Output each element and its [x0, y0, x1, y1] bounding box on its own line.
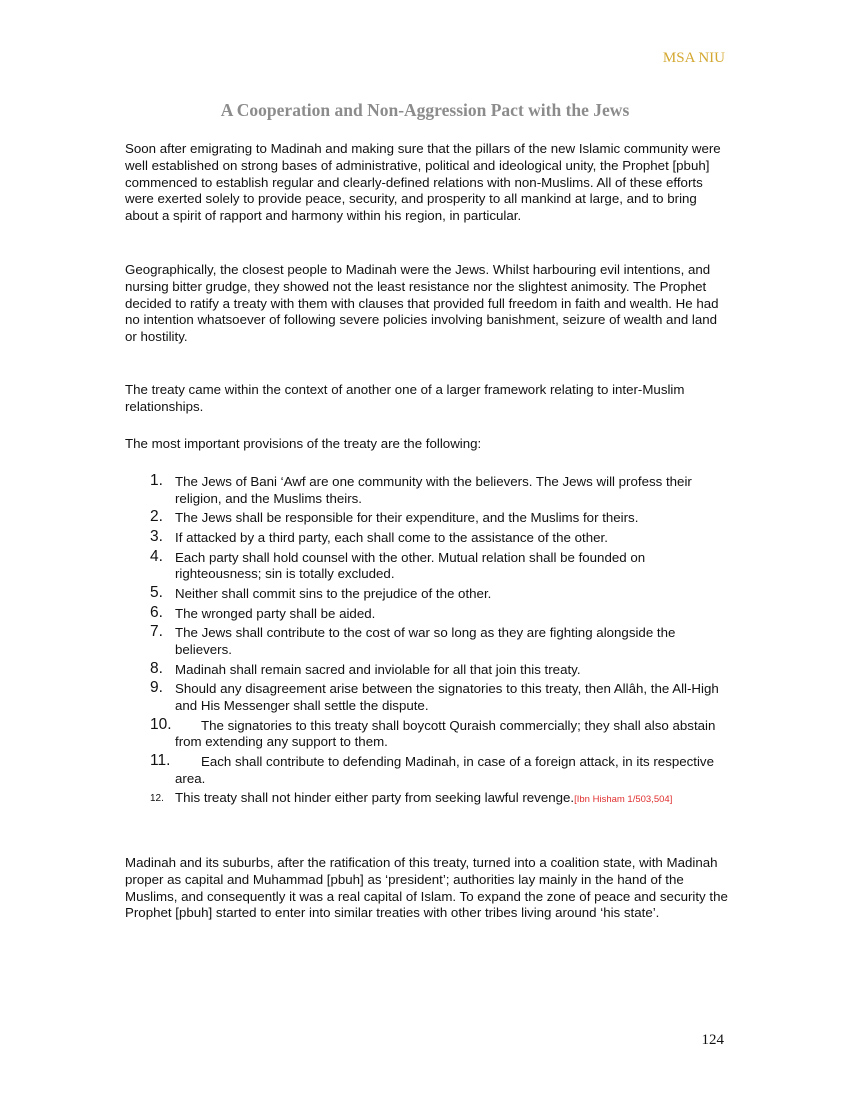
- list-text: If attacked by a third party, each shall come to the assistance of the other.: [175, 529, 608, 545]
- list-item: [150, 625, 730, 659]
- paragraph-intro: Soon after emigrating to Madinah and making sure that the pillars of the new Islamic community were well established on strong bases of administrative, political and ideological unity, the Prophet [pbuh] commenced to establish regular and clearly-defined relations with non-Muslims. All of these efforts were exerted solely to provide peace, security, and prosperity to all mankind at large, and to bring about a spirit of rapport and harmony within his region, in particular.: [125, 141, 721, 224]
- list-number: 2.: [150, 508, 163, 526]
- list-number: 11.: [150, 751, 171, 769]
- list-item: [150, 474, 730, 508]
- list-text: The Jews shall be responsible for their expenditure, and the Muslims for theirs.: [175, 510, 639, 526]
- list-item: [150, 751, 730, 788]
- list-item: [150, 510, 730, 527]
- list-item: [150, 603, 730, 623]
- list-item: [150, 681, 730, 715]
- paragraph-provisions-intro: The most important provisions of the treaty are the following:: [125, 436, 482, 451]
- page-number: 124: [701, 1032, 724, 1048]
- citation: [Ibn Hisham 1/503,504]: [574, 794, 673, 806]
- list-number: 12.: [150, 793, 164, 805]
- list-text: The Jews shall contribute to the cost of war so long as they are fighting alongside the believers.: [175, 625, 676, 657]
- list-text: This treaty shall not hinder either party from seeking lawful revenge.: [175, 790, 575, 806]
- list-number: 9.: [150, 679, 163, 697]
- list-item: [150, 790, 730, 809]
- list-number: 4.: [150, 547, 163, 565]
- list-number: 8.: [150, 659, 163, 677]
- list-number: 7.: [150, 623, 163, 641]
- list-text: The wronged party shall be aided.: [175, 605, 376, 621]
- list-text: Each shall contribute to defending Madinah, in case of a foreign attack, in its respective area.: [175, 753, 714, 786]
- list-text: Neither shall commit sins to the prejudice of the other.: [175, 585, 492, 601]
- list-text: Should any disagreement arise between the signatories to this treaty, then Allâh, the All-High and His Messenger shall settle the dispute.: [175, 681, 719, 713]
- list-item: [150, 715, 730, 752]
- provisions-list: [150, 474, 730, 812]
- list-number: 5.: [150, 583, 163, 601]
- paragraph-conclusion: Madinah and its suburbs, after the ratification of this treaty, turned into a coalition state, with Madinah proper as capital and Muhammad [pbuh] as ‘president’; authorities lay mainly in the hand of the Muslims, and consequently it was a real capital of Islam. To expand the zone of peace and security the Prophet [pbuh] started to enter into similar treaties with other tribes living around ‘his state’.: [125, 855, 728, 921]
- list-text: Madinah shall remain sacred and inviolable for all that join this treaty.: [175, 661, 581, 677]
- paragraph-geography: Geographically, the closest people to Madinah were the Jews. Whilst harbouring evil intentions, and nursing bitter grudge, they showed not the least resistance nor the slightest animosity. The Prophet decided to ratify a treaty with them with clauses that provided full freedom in faith and wealth. He had no intention whatsoever of following severe policies involving banishment, seizure of wealth and land or hostility.: [125, 262, 719, 345]
- list-number: 6.: [150, 603, 163, 621]
- list-number: 10.: [150, 715, 172, 733]
- running-header: MSA NIU: [662, 50, 725, 66]
- list-number: 3.: [150, 527, 163, 545]
- list-item: [150, 527, 730, 547]
- section-title: A Cooperation and Non-Aggression Pact with the Jews: [220, 100, 630, 120]
- list-item: [150, 583, 730, 603]
- list-text: The signatories to this treaty shall boycott Quraish commercially; they shall also abstain from extending any support to them.: [175, 717, 716, 750]
- list-item: [150, 547, 730, 584]
- paragraph-context: The treaty came within the context of another one of a larger framework relating to inter-Muslim relationships.: [125, 382, 685, 414]
- list-text: The Jews of Bani ‘Awf are one community with the believers. The Jews will profess their religion, and the Muslims theirs.: [175, 474, 692, 506]
- list-item: [150, 659, 730, 679]
- list-text: Each party shall hold counsel with the other. Mutual relation shall be founded on righteousness; sin is totally excluded.: [175, 549, 646, 582]
- list-number: 1.: [150, 472, 163, 489]
